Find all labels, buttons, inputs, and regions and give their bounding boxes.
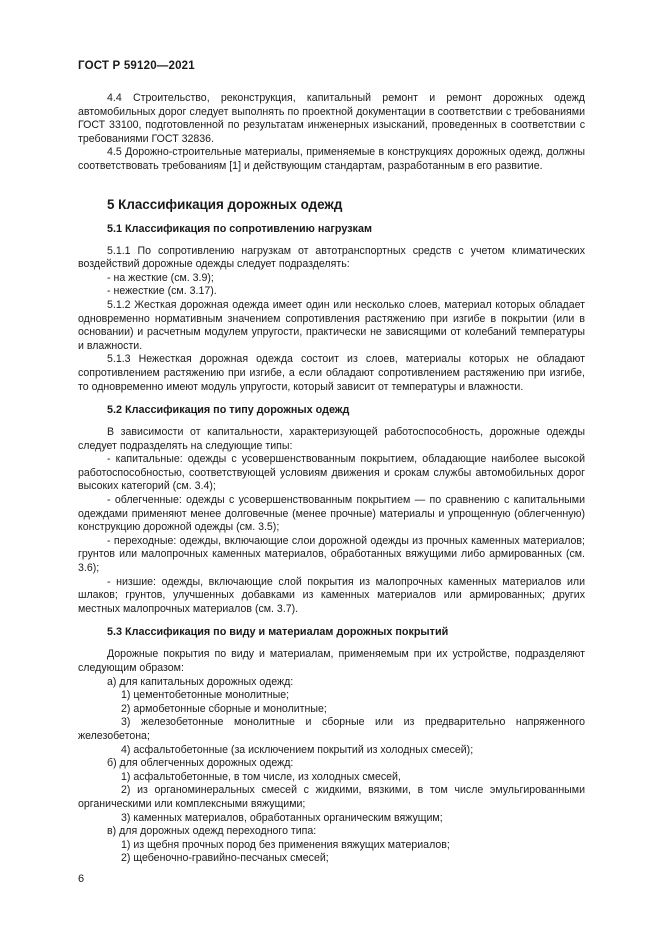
clause-5-1-2: 5.1.2 Жесткая дорожная одежда имеет один или несколько слоев, материал которых обладает одновременно нормативным значением сопротивления растяжению при изгибе в покрытии (или в основании) и расчетным модулем упругости, практически не зависящими от колебаний температуры и влажности. xyxy=(78,298,585,352)
list-item: - низшие: одежды, включающие слой покрытия из малопрочных каменных материалов или шлаков; грунтов, улучшенных добавками из каменных материалов или армированных; других местных малопрочных материалов (см. 3.7). xyxy=(78,575,585,615)
list-item: 2) щебеночно-гравийно-песчаных смесей; xyxy=(121,852,329,865)
list-item: - переходные: одежды, включающие слои дорожной одежды из прочных каменных материалов; грунтов или малопрочных каменных материалов, обработанных вяжущими либо армированных (см. 3.6); xyxy=(78,534,585,575)
section-5-2-title: 5.2 Классификация по типу дорожных одежд xyxy=(107,404,350,417)
list-item-a: а) для капитальных дорожных одежд: xyxy=(107,675,294,688)
list-item: 2) армобетонные сборные и монолитные; xyxy=(121,702,327,715)
clause-5-1-3: 5.1.3 Нежесткая дорожная одежда состоит из слоев, материалы которых не обладают сопротивлением растяжению при изгибе, а если обладают сопротивлением растяжению при изгибе, то одновременно имеют модуль упругости, который зависит от температуры и влажности. xyxy=(78,353,585,393)
document-body xyxy=(78,92,585,866)
list-item: - нежесткие (см. 3.17). xyxy=(107,285,217,298)
list-item: 4) асфальтобетонные (за исключением покрытий из холодных смесей); xyxy=(121,743,474,756)
clause-5-1-1: 5.1.1 По сопротивлению нагрузкам от автотранспортных средств с учетом климатических воздействий дорожные одежды следует подразделять: xyxy=(78,244,585,271)
section-5-3-title: 5.3 Классификация по виду и материалам дорожных покрытий xyxy=(107,626,449,639)
list-item: 3) каменных материалов, обработанных органическим вяжущим; xyxy=(121,811,443,824)
list-item: 1) асфальтобетонные, в том числе, из холодных смесей, xyxy=(121,770,401,783)
section-5-1-title: 5.1 Классификация по сопротивлению нагрузкам xyxy=(107,222,372,235)
list-item: 3) железобетонные монолитные и сборные или из предварительно напряженного железобетона; xyxy=(78,716,585,742)
list-item-c: в) для дорожных одежд переходного типа: xyxy=(107,825,317,838)
page-number: 6 xyxy=(78,873,85,885)
clause-4-4: 4.4 Строительство, реконструкция, капитальный ремонт и ремонт дорожных одежд автомобильных дорог следует выполнять по проектной документации в соответствии с требованиями ГОСТ 33100, подготовленной по результатам инженерных изысканий, проведенных в соответствии с требованиями ГОСТ 32836. xyxy=(78,92,585,145)
clause-4-5: 4.5 Дорожно-строительные материалы, применяемые в конструкциях дорожных одежд, должны соответствовать требованиям [1] и действующим стандартам, разработанным в его развитие. xyxy=(78,146,585,172)
document-code: ГОСТ Р 59120—2021 xyxy=(78,60,195,72)
list-item: 1) цементобетонные монолитные; xyxy=(121,689,290,702)
list-item: 1) из щебня прочных пород без применения вяжущих материалов; xyxy=(121,838,450,851)
clause-5-2-intro: В зависимости от капитальности, характеризующей работоспособность, дорожные одежды следует подразделять на следующие типы: xyxy=(78,426,585,452)
list-item: - на жесткие (см. 3.9); xyxy=(107,271,214,284)
list-item: - капитальные: одежды с усовершенствованным покрытием, обладающие наиболее высокой работоспособностью, соответствующей условиям движения и срокам службы автомобильных дорог высоких категорий (см. 3.4); xyxy=(78,453,585,493)
list-item: 2) из органоминеральных смесей с жидкими, вязкими, в том числе эмульгированными органическими или комплексными вяжущими; xyxy=(78,784,585,810)
list-item-b: б) для облегченных дорожных одежд: xyxy=(107,757,294,770)
section-5-title: 5 Классификация дорожных одежд xyxy=(107,196,343,212)
clause-5-3-intro: Дорожные покрытия по виду и материалам, применяемым при их устройстве, подразделяют следующим образом: xyxy=(78,648,585,674)
list-item: - облегченные: одежды с усовершенствованным покрытием — по сравнению с капитальными одеждами применяют менее долговечные (менее прочные) материалы и упрощенную (облегченную) конструкцию дорожной одежды (см. 3.5); xyxy=(78,494,585,534)
